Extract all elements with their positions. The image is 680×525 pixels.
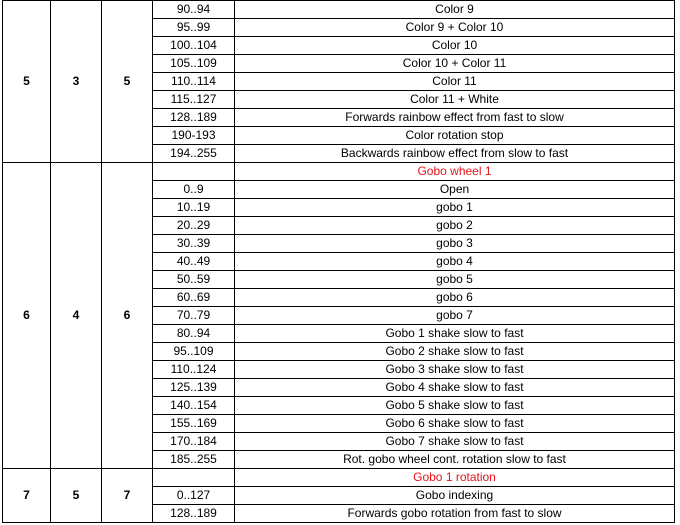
dmx-table-body xyxy=(3,1,675,523)
function-description-cell: Gobo 2 shake slow to fast xyxy=(235,343,675,361)
table-row xyxy=(3,1,675,19)
section-title: Gobo wheel 1 xyxy=(235,163,675,181)
dmx-range-cell: 0..127 xyxy=(153,487,235,505)
function-description-cell: gobo 7 xyxy=(235,307,675,325)
dmx-range-cell: 80..94 xyxy=(153,325,235,343)
dmx-range-cell: 125..139 xyxy=(153,379,235,397)
function-description-cell: Gobo 7 shake slow to fast xyxy=(235,433,675,451)
function-description-cell: Color rotation stop xyxy=(235,127,675,145)
dmx-range-cell: 40..49 xyxy=(153,253,235,271)
function-description-cell: Color 10 xyxy=(235,37,675,55)
channel-number-cell: 4 xyxy=(51,163,102,469)
dmx-range-cell: 10..19 xyxy=(153,199,235,217)
dmx-range-cell: 110..114 xyxy=(153,73,235,91)
section-title-row xyxy=(3,469,675,487)
channel-number-cell: 6 xyxy=(102,163,153,469)
function-description-cell: Color 11 xyxy=(235,73,675,91)
dmx-range-cell: 70..79 xyxy=(153,307,235,325)
function-description-cell: Open xyxy=(235,181,675,199)
channel-number-cell: 7 xyxy=(102,469,153,523)
dmx-range-cell: 60..69 xyxy=(153,289,235,307)
function-description-cell: Forwards rainbow effect from fast to slow xyxy=(235,109,675,127)
dmx-range-cell: 20..29 xyxy=(153,217,235,235)
function-description-cell: Rot. gobo wheel cont. rotation slow to fast xyxy=(235,451,675,469)
dmx-range-cell: 105..109 xyxy=(153,55,235,73)
function-description-cell: Gobo 1 shake slow to fast xyxy=(235,325,675,343)
function-description-cell: Color 10 + Color 11 xyxy=(235,55,675,73)
channel-number-cell: 5 xyxy=(102,1,153,163)
function-description-cell: Gobo 4 shake slow to fast xyxy=(235,379,675,397)
function-description-cell: Color 11 + White xyxy=(235,91,675,109)
dmx-range-cell: 194..255 xyxy=(153,145,235,163)
function-description-cell: gobo 5 xyxy=(235,271,675,289)
dmx-range-cell: 90..94 xyxy=(153,1,235,19)
function-description-cell: gobo 6 xyxy=(235,289,675,307)
function-description-cell: Gobo 6 shake slow to fast xyxy=(235,415,675,433)
function-description-cell: Color 9 + Color 10 xyxy=(235,19,675,37)
dmx-range-cell: 110..124 xyxy=(153,361,235,379)
section-title: Gobo 1 rotation xyxy=(235,469,675,487)
dmx-range-cell: 128..189 xyxy=(153,505,235,523)
dmx-range-cell: 155..169 xyxy=(153,415,235,433)
channel-number-cell: 5 xyxy=(3,1,51,163)
function-description-cell: Forwards gobo rotation from fast to slow xyxy=(235,505,675,523)
channel-number-cell: 5 xyxy=(51,469,102,523)
function-description-cell: Gobo indexing xyxy=(235,487,675,505)
function-description-cell: Color 9 xyxy=(235,1,675,19)
function-description-cell: gobo 3 xyxy=(235,235,675,253)
function-description-cell: Backwards rainbow effect from slow to fast xyxy=(235,145,675,163)
dmx-range-cell: 95..99 xyxy=(153,19,235,37)
range-cell-empty xyxy=(153,469,235,487)
dmx-range-cell: 140..154 xyxy=(153,397,235,415)
channel-number-cell: 3 xyxy=(51,1,102,163)
function-description-cell: gobo 4 xyxy=(235,253,675,271)
section-title-row xyxy=(3,163,675,181)
dmx-range-cell: 115..127 xyxy=(153,91,235,109)
dmx-range-cell: 0..9 xyxy=(153,181,235,199)
dmx-range-cell: 170..184 xyxy=(153,433,235,451)
dmx-range-cell: 95..109 xyxy=(153,343,235,361)
dmx-range-cell: 190-193 xyxy=(153,127,235,145)
channel-number-cell: 7 xyxy=(3,469,51,523)
dmx-range-cell: 50..59 xyxy=(153,271,235,289)
range-cell-empty xyxy=(153,163,235,181)
dmx-range-cell: 30..39 xyxy=(153,235,235,253)
function-description-cell: Gobo 3 shake slow to fast xyxy=(235,361,675,379)
function-description-cell: gobo 1 xyxy=(235,199,675,217)
dmx-channel-table xyxy=(2,0,675,523)
function-description-cell: Gobo 5 shake slow to fast xyxy=(235,397,675,415)
dmx-range-cell: 128..189 xyxy=(153,109,235,127)
channel-number-cell: 6 xyxy=(3,163,51,469)
function-description-cell: gobo 2 xyxy=(235,217,675,235)
dmx-range-cell: 185..255 xyxy=(153,451,235,469)
dmx-range-cell: 100..104 xyxy=(153,37,235,55)
